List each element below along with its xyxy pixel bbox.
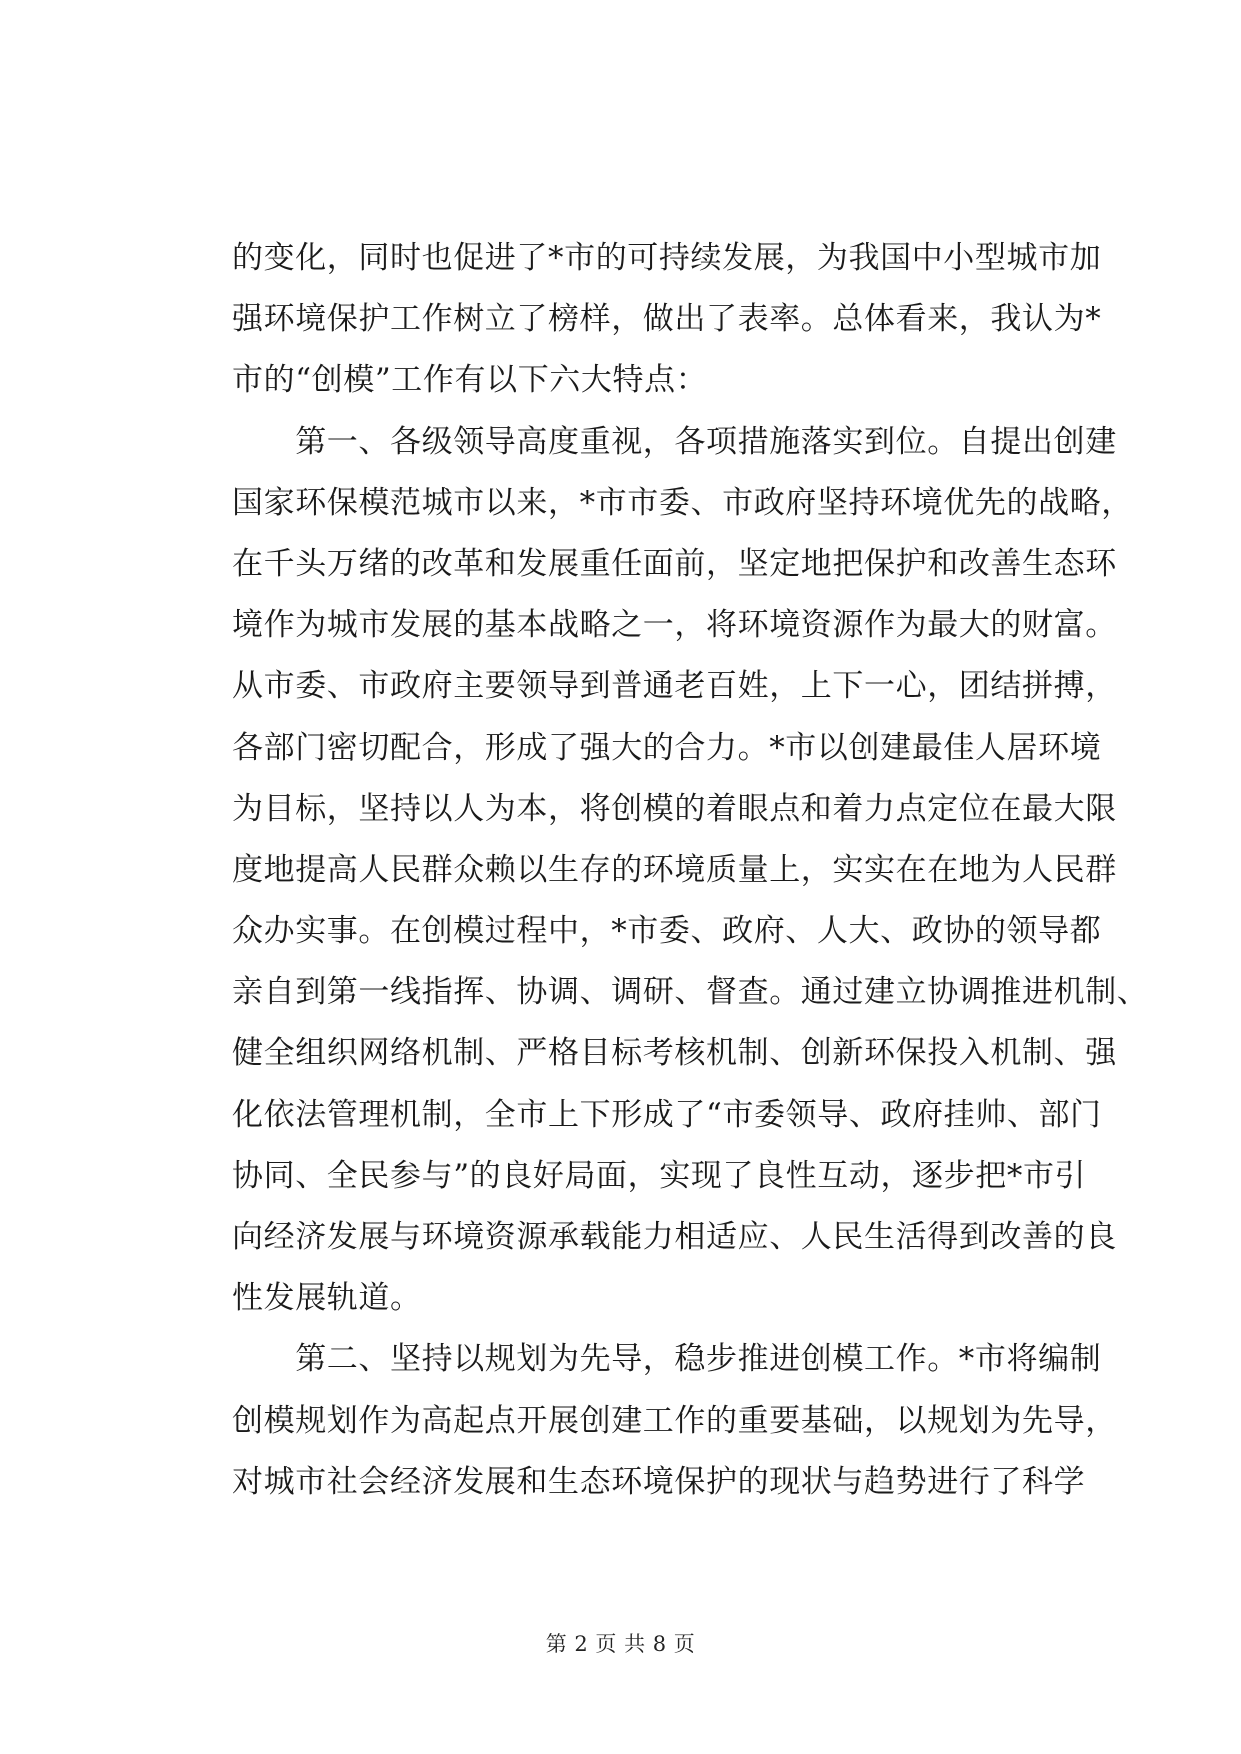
body-text [232,228,1149,1513]
text-line: 在千头万绪的改革和发展重任面前，坚定地把保护和改善生态环 [232,545,1117,582]
text-line: 的变化，同时也促进了*市的可持续发展，为我国中小型城市加 [232,240,1102,276]
page-footer [0,1628,1241,1658]
text-line: 强环境保护工作树立了榜样，做出了表率。总体看来，我认为* [232,301,1102,338]
page-number: 第 2 页 共 8 页 [545,1632,696,1656]
text-line: 为目标，坚持以人为本，将创模的着眼点和着力点定位在最大限 [232,790,1117,827]
text-line: 协同、全民参与”的良好局面，实现了良性互动，逐步把*市引 [232,1157,1087,1194]
text-line: 创模规划作为高起点开展创建工作的重要基础，以规划为先导， [232,1402,1117,1439]
text-line: 健全组织网络机制、严格目标考核机制、创新环保投入机制、强 [232,1035,1117,1072]
text-line: 对城市社会经济发展和生态环境保护的现状与趋势进行了科学 [232,1463,1086,1500]
text-line: 从市委、市政府主要领导到普通老百姓，上下一心，团结拼搏， [232,668,1117,705]
paragraph-start-line: 第一、各级领导高度重视，各项措施落实到位。自提出创建 [232,423,1117,460]
text-line: 度地提高人民群众赖以生存的环境质量上，实实在在地为人民群 [232,851,1117,888]
text-line: 化依法管理机制，全市上下形成了“市委领导、政府挂帅、部门 [232,1096,1102,1133]
text-line: 众办实事。在创模过程中，*市委、政府、人大、政协的领导都 [232,913,1102,950]
text-line: 各部门密切配合，形成了强大的合力。*市以创建最佳人居环境 [232,729,1102,766]
text-line: 市的“创模”工作有以下六大特点： [232,362,708,399]
text-line: 向经济发展与环境资源承载能力相适应、人民生活得到改善的良 [232,1219,1117,1255]
text-line: 亲自到第一线指挥、协调、调研、督查。通过建立协调推进机制、 [232,974,1149,1011]
text-line: 国家环保模范城市以来，*市市委、市政府坚持环境优先的战略， [232,484,1133,521]
paragraph-start-line: 第二、坚持以规划为先导，稳步推进创模工作。*市将编制 [232,1341,1102,1378]
text-line: 境作为城市发展的基本战略之一，将环境资源作为最大的财富。 [232,607,1117,644]
text-line: 性发展轨道。 [232,1280,422,1317]
